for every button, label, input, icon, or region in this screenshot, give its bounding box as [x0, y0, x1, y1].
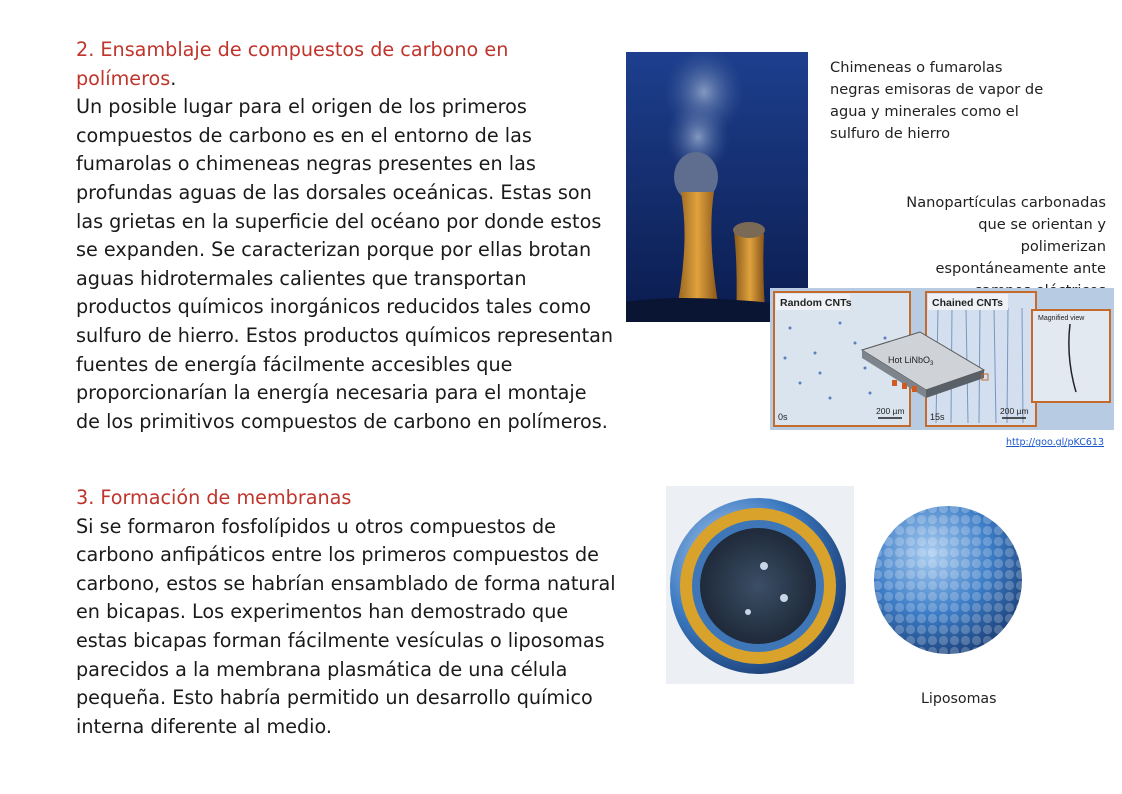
hydrothermal-vent-photo — [626, 52, 808, 322]
crystal-label: Hot LiNbO — [888, 355, 931, 365]
section-2-heading — [76, 36, 616, 93]
section-2-body: Un posible lugar para el origen de los primeros compuestos de carbono es en el entorno de las fumarolas o chimeneas negras presentes en las profundas aguas de las dorsales oceánicas. Estas son las grietas en la superficie del océano por donde estos se expanden. Se caracterizan porque por ellas brotan aguas hidrotermales calientes que transportan productos químicos inorgánicos reducidos tales como sulfuro de hierro. Estos productos químicos representan fuentes de energía fácilmente accesibles que proporcionarían la energía necesaria para el montaje de los primitivos compuestos de carbono en polímeros. — [76, 95, 614, 433]
liposomes-caption: Liposomas — [921, 691, 997, 707]
time-end-label: 15s — [930, 412, 945, 422]
section-2-heading-line1: 2. Ensamblaje de compuestos de carbono en — [76, 38, 509, 61]
chimneys-caption: Chimeneas o fumarolas negras emisoras de vapor de agua y minerales como el sulfuro de hierro — [830, 59, 1044, 142]
liposome-cross-section-image — [666, 486, 854, 684]
section-2 — [76, 36, 616, 436]
source-link[interactable]: http://goo.gl/pKC613 — [1006, 437, 1104, 448]
nanoparticles-caption: Nanopartículas carbonadas que se orientan y polimerizan espontáneamente ante — [906, 194, 1106, 277]
section-3 — [76, 484, 616, 741]
crystal-subscript: 3 — [930, 361, 934, 367]
section-2-heading-period: . — [170, 66, 177, 90]
liposome-sphere-image — [872, 492, 1024, 668]
section-3-body: Si se formaron fosfolípidos u otros compuestos de carbono anfipáticos entre los primeros compuestos de carbono, estos se habrían ensamblado de forma natural en bicapas. Los experimentos han demostrado que estas bicapas forman fácilmente vesículas o liposomas parecidos a la membrana plasmática de una célula pequeña. Esto habría permitido un desarrollo químico interna diferente al medio. — [76, 514, 616, 738]
magnified-view-label: Magnified view — [1038, 315, 1085, 322]
section-3-heading: 3. Formación de membranas — [76, 486, 352, 509]
carbon-nanotube-figure — [770, 288, 1114, 430]
time-start-label: 0s — [778, 412, 788, 422]
scale-bar-label-1: 200 µm — [876, 406, 905, 416]
chained-cnt-label: Chained CNTs — [932, 297, 1003, 309]
section-2-heading-line2: polímeros — [76, 66, 171, 90]
scale-bar-label-2: 200 µm — [1000, 406, 1029, 416]
magnified-view-panel — [1032, 310, 1110, 402]
random-cnt-label: Random CNTs — [780, 297, 852, 309]
